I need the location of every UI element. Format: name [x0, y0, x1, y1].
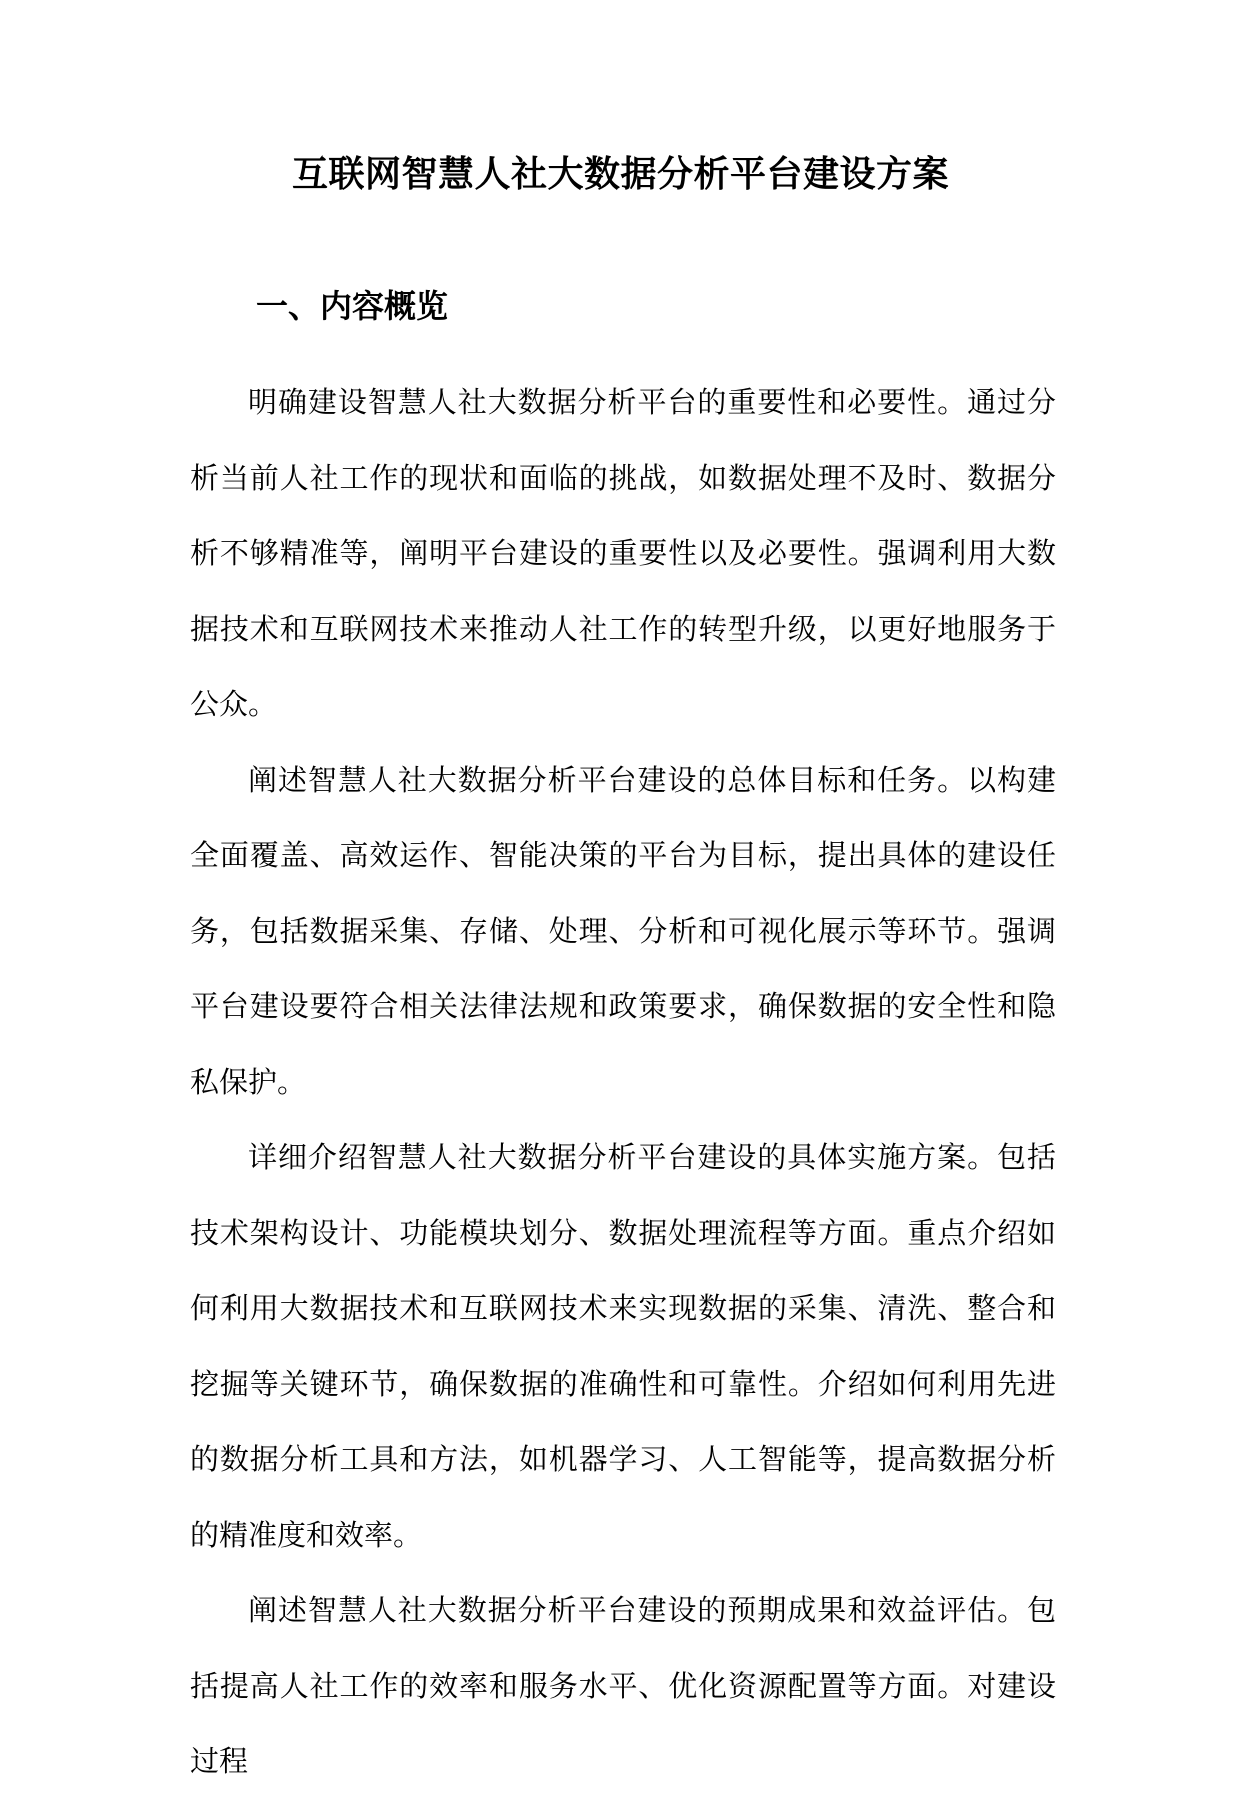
section-heading: 一、内容概览	[256, 287, 449, 325]
body-text	[190, 365, 1056, 1800]
document-title: 互联网智慧人社大数据分析平台建设方案	[291, 154, 949, 195]
paragraph-2: 阐述智慧人社大数据分析平台建设的总体目标和任务。以构建全面覆盖、高效运作、智能决策的平台为目标，提出具体的建设任务，包括数据采集、存储、处理、分析和可视化展示等环节。强调平台建设要符合相关法律法规和政策要求，确保数据的安全性和隐私保护。	[190, 762, 1056, 1099]
paragraph-3: 详细介绍智慧人社大数据分析平台建设的具体实施方案。包括技术架构设计、功能模块划分、数据处理流程等方面。重点介绍如何利用大数据技术和互联网技术来实现数据的采集、清洗、整合和挖掘等关键环节，确保数据的准确性和可靠性。介绍如何利用先进的数据分析工具和方法，如机器学习、人工智能等，提高数据分析的精准度和效率。	[190, 1140, 1056, 1552]
paragraph-1: 明确建设智慧人社大数据分析平台的重要性和必要性。通过分析当前人社工作的现状和面临的挑战，如数据处理不及时、数据分析不够精准等，阐明平台建设的重要性以及必要性。强调利用大数据技术和互联网技术来推动人社工作的转型升级，以更好地服务于公众。	[190, 385, 1056, 721]
paragraph-4: 阐述智慧人社大数据分析平台建设的预期成果和效益评估。包括提高人社工作的效率和服务水平、优化资源配置等方面。对建设过程	[190, 1593, 1056, 1778]
